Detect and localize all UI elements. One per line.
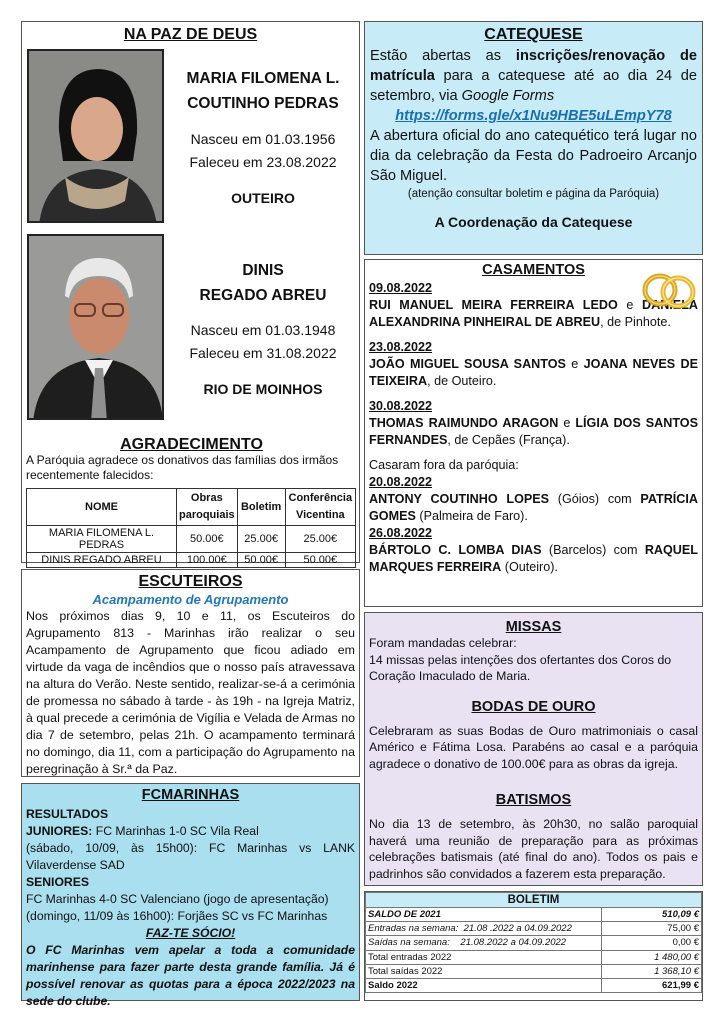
table-cell: 100.00€ — [177, 553, 238, 568]
table-header-row — [27, 489, 356, 526]
table-cell: 50.00€ — [177, 526, 238, 553]
table-cell: 25.00€ — [285, 526, 355, 553]
football-body — [22, 803, 359, 1013]
golden-wedding-text: Celebraram as suas Bodas de Ouro matrimoniais o casal Américo e Fátima Losa. Parabéns ao casal e a paróquia agradece o donativo de 100.00€ para as obras da igreja. — [369, 723, 698, 771]
seniores-label: SENIORES — [26, 875, 89, 889]
wedding-rings-icon — [638, 264, 700, 314]
portrait-woman-icon — [29, 51, 164, 223]
col-nome: NOME — [27, 489, 177, 526]
thanks-text: A Paróquia agradece os donativos das famílias dos irmãos recentemente falecidos: — [26, 453, 339, 482]
wedding-entry: 20.08.2022 ANTONY COUTINHO LOPES (Góios) com PATRÍCIA GOMES (Palmeira de Faro). — [369, 475, 698, 523]
masses-title: MISSAS — [505, 619, 562, 635]
bulletin-title: BOLETIM — [366, 893, 702, 908]
col-boletim: Boletim — [237, 489, 285, 526]
football-club-section — [21, 783, 360, 1008]
table-row — [27, 526, 356, 553]
catechesis-title: CATEQUESE — [484, 26, 583, 43]
table-row: Entradas na semana: 21.08 .2022 a 04.09.2022 75,00 € — [366, 922, 702, 936]
seniores-next: (domingo, 11/09 às 16h00): Forjães SC vs FC Marinhas — [26, 909, 328, 923]
juniores-next: (sábado, 10/09, às 15h00): FC Marinhas vs LANK Vilaverdense SAD — [26, 841, 355, 872]
person-2-place: RIO DE MOINHOS — [203, 381, 323, 397]
catechesis-opening-text: A abertura oficial do ano catequético terá lugar no dia da celebração da Festa do Padroeiro Arcanjo São Miguel. — [370, 128, 697, 184]
juniores-result: FC Marinhas 1-0 SC Vila Real — [92, 824, 259, 838]
google-forms-link[interactable]: https://forms.gle/x1Nu9HBE5uLEmpY78 — [395, 108, 672, 124]
scouts-subtitle: Acampamento de Agrupamento — [92, 592, 289, 607]
portrait-photo-1 — [27, 49, 164, 223]
scouts-text: Nos próximos dias 9, 10 e 11, os Escuteiros do Agrupamento 813 - Marinhas irão realizar o seu Acampamento de Agrupamento que ficou adiado em virtude da vaga de incêndios que o nosso país atravessava na altura do Verão. Neste sentido, realizar-se-á a cerimónia de promessa no sábado à tarde - às 19h - na Igreja Matriz, à qual precede a cerimónia de Vigília e Velada de Armas no dia 7 de setembro, pelas 21h. O acampamento terminará no domingo, dia 11, com a participação do Agrupamento na peregrinação à Sr.ª da Paz. — [26, 609, 355, 776]
table-cell: 50.00€ — [285, 553, 355, 568]
catechesis-text: Estão abertas as inscrições/renovação de matrícula para a catequese até ao dia 24 de setembro, via Google Forms — [370, 48, 698, 104]
scouts-section — [21, 569, 360, 777]
table-cell: MARIA FILOMENA L. PEDRAS — [27, 526, 177, 553]
obituary-section — [21, 21, 360, 566]
table-row: Saldo 2022 621,99 € — [366, 978, 702, 992]
bulletin-section — [364, 891, 703, 1001]
table-cell: 50.00€ — [237, 553, 285, 568]
baptisms-text: No dia 13 de setembro, às 20h30, no salão paroquial haverá uma reunião de preparação para as próximas celebrações batismais (até final do ano). Todos os pais e padrinhos são convidados a fazerem esta preparação. — [369, 817, 698, 881]
donations-table — [26, 488, 356, 568]
table-cell: DINIS REGADO ABREU — [27, 553, 177, 568]
person-1-place: OUTEIRO — [231, 190, 295, 206]
person-1-name: MARIA FILOMENA L. COUTINHO PEDRAS — [186, 70, 340, 112]
outside-weddings-label: Casaram fora da paróquia: — [369, 458, 519, 472]
thanks-title: AGRADECIMENTO — [120, 436, 263, 453]
wedding-entry: 09.08.2022 RUI MANUEL MEIRA FERREIRA LEDO e DANIELA ALEXANDRINA PINHEIRAL DE ABREU, de Pinhote. — [369, 281, 698, 329]
weddings-title: CASAMENTOS — [482, 262, 585, 278]
seniores-result: FC Marinhas 4-0 SC Valenciano (jogo de apresentação) — [26, 892, 329, 906]
catechesis-signature: A Coordenação da Catequese — [434, 214, 633, 230]
portrait-photo-2 — [27, 234, 164, 420]
obituary-title: NA PAZ DE DEUS — [123, 26, 258, 43]
masses-section — [364, 612, 703, 886]
juniores-label: JUNIORES: — [26, 824, 93, 838]
results-label: RESULTADOS — [26, 807, 109, 821]
table-row: Total entradas 2022 1 480,00 € — [366, 950, 702, 964]
wedding-entry: 30.08.2022 THOMAS RAIMUNDO ARAGON e LÍGIA DOS SANTOS FERNANDES, de Cepães (França). — [369, 399, 698, 447]
football-title: FCMARINHAS — [141, 787, 240, 803]
masses-text: Foram mandadas celebrar: 14 missas pelas intenções dos ofertantes dos Coros do Coração Imaculado de Maria. — [369, 636, 672, 683]
table-row: Saídas na semana: 21.08.2022 a 04.09.2022 0,00 € — [366, 936, 702, 950]
catechesis-note: (atenção consultar boletim e página da Paróquia) — [407, 188, 660, 200]
weddings-section — [364, 259, 703, 607]
person-2-dates: Nasceu em 01.03.1948 Faleceu em 31.08.2022 — [189, 322, 337, 361]
portrait-man-icon — [29, 236, 164, 420]
membership-callout: FAZ-TE SÓCIO! — [145, 926, 236, 940]
bulletin-header-row — [366, 893, 702, 908]
wedding-entry: 23.08.2022 JOÃO MIGUEL SOUSA SANTOS e JOANA NEVES DE TEIXEIRA, de Outeiro. — [369, 340, 698, 388]
person-1-dates: Nasceu em 01.03.1956 Faleceu em 23.08.2022 — [189, 131, 337, 170]
golden-wedding-title: BODAS DE OURO — [471, 698, 596, 715]
col-obras: Obras paroquiais — [177, 489, 238, 526]
membership-appeal: O FC Marinhas vem apelar a toda a comunidade marinhense para fazer parte desta grande família. Já é possível renovar as quotas para a época 2022/2023 na sede do clube. — [26, 943, 355, 1008]
person-2-name: DINIS REGADO ABREU — [199, 262, 327, 304]
scouts-title: ESCUTEIROS — [138, 573, 243, 590]
col-conferencia: Conferência Vicentina — [285, 489, 355, 526]
table-row — [27, 553, 356, 568]
catechesis-section — [364, 21, 703, 255]
bulletin-table — [365, 892, 702, 993]
table-row: Total saídas 2022 1 368,10 € — [366, 964, 702, 978]
wedding-entry: 26.08.2022 BÁRTOLO C. LOMBA DIAS (Barcelos) com RAQUEL MARQUES FERREIRA (Outeiro). — [369, 526, 698, 574]
table-cell: 25.00€ — [237, 526, 285, 553]
table-row: SALDO DE 2021 510,09 € — [366, 908, 702, 922]
baptisms-title: BATISMOS — [495, 792, 572, 808]
